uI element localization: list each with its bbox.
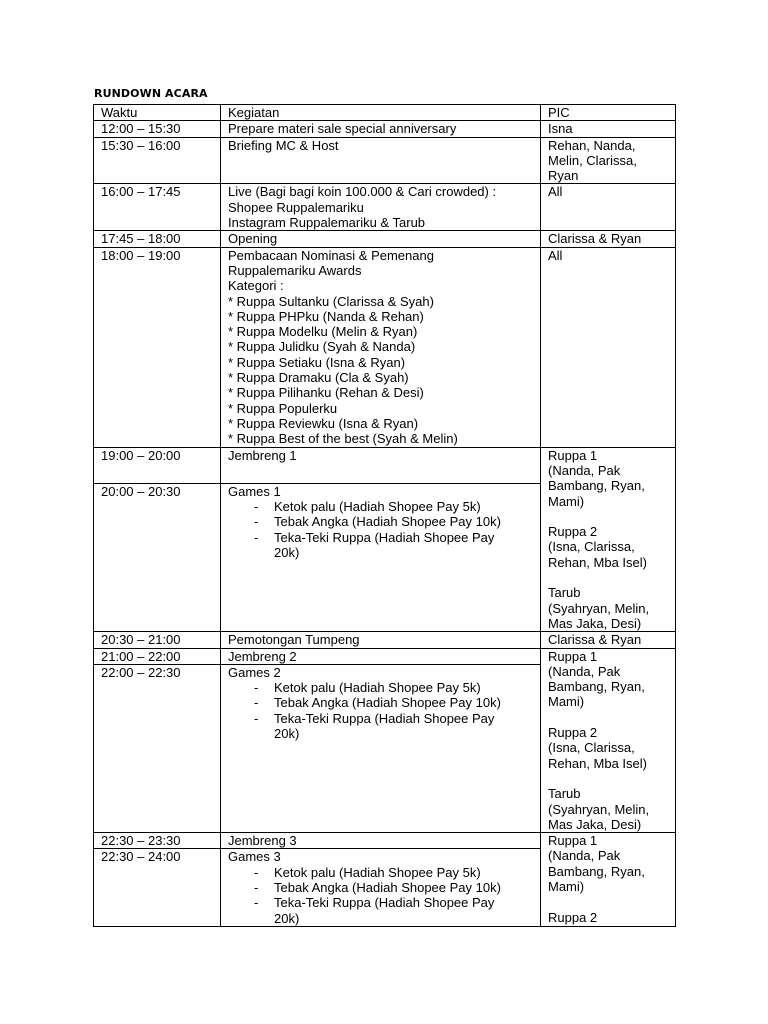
pic-line: Tarub xyxy=(548,585,581,601)
pic-spacer xyxy=(548,570,669,585)
time-cell: 16:00 – 17:45 xyxy=(94,184,221,231)
list-item: - Tebak Angka (Hadiah Shopee Pay 10k) xyxy=(254,880,534,895)
pic-line: Tarub xyxy=(548,786,581,802)
activity-cell: Opening xyxy=(221,231,541,247)
activity-cell: Pemotongan Tumpeng xyxy=(221,632,541,648)
time-cell: 15:30 – 16:00 xyxy=(94,137,221,184)
list-item: - Teka-Teki Ruppa (Hadiah Shopee Pay 20k) xyxy=(254,711,534,742)
category-item: * Ruppa Reviewku (Isna & Ryan) xyxy=(228,415,419,431)
activity-cell xyxy=(221,849,541,926)
pic-line: (Nanda, Pak xyxy=(548,663,621,679)
category-item: * Ruppa Modelku (Melin & Ryan) xyxy=(228,324,418,340)
pic-line: Ruppa 1 xyxy=(548,833,598,849)
pic-cell-group xyxy=(541,648,676,833)
time-cell: 21:00 – 22:00 xyxy=(94,648,221,664)
list-item: - Ketok palu (Hadiah Shopee Pay 5k) xyxy=(254,865,534,880)
table-row xyxy=(94,447,676,483)
pic-line: Bambang, Ryan, xyxy=(548,478,645,494)
activity-cell xyxy=(221,247,541,447)
pic-cell: Clarissa & Ryan xyxy=(541,632,676,648)
header-kegiatan: Kegiatan xyxy=(221,105,541,121)
activity-cell xyxy=(221,483,541,631)
table-header-row xyxy=(94,105,676,121)
activity-cell: Prepare materi sale special anniversary xyxy=(221,121,541,137)
table-row xyxy=(94,632,676,648)
list-item: - Tebak Angka (Hadiah Shopee Pay 10k) xyxy=(254,514,534,529)
time-cell: 22:00 – 22:30 xyxy=(94,664,221,832)
pic-line: Ruppa 2 xyxy=(548,725,598,741)
pic-line: Ruppa 2 xyxy=(548,909,598,925)
time-cell: 20:00 – 20:30 xyxy=(94,483,221,631)
pic-line: Ruppa 1 xyxy=(548,648,598,664)
activity-cell xyxy=(221,664,541,832)
activity-line: Ruppalemariku Awards xyxy=(228,262,362,278)
category-item: * Ruppa Populerku xyxy=(228,400,338,416)
time-cell: 18:00 – 19:00 xyxy=(94,247,221,447)
header-pic: PIC xyxy=(541,105,676,121)
pic-line: Bambang, Ryan, xyxy=(548,863,645,879)
activity-cell xyxy=(221,184,541,231)
time-cell: 22:30 – 23:30 xyxy=(94,833,221,849)
pic-cell: All xyxy=(541,184,676,231)
table-row xyxy=(94,121,676,137)
pic-line: Mami) xyxy=(548,694,585,710)
activity-line: Instagram Ruppalemariku & Tarub xyxy=(228,215,426,231)
category-item: * Ruppa Best of the best (Syah & Melin) xyxy=(228,431,458,447)
time-cell: 20:30 – 21:00 xyxy=(94,632,221,648)
activity-cell: Jembreng 2 xyxy=(221,648,541,664)
pic-line: Ruppa 2 xyxy=(548,524,598,540)
table-row xyxy=(94,648,676,664)
header-waktu: Waktu xyxy=(94,105,221,121)
pic-line: Melin, Clarissa, xyxy=(548,152,637,168)
pic-line: (Isna, Clarissa, xyxy=(548,539,635,555)
category-item: * Ruppa PHPku (Nanda & Rehan) xyxy=(228,308,424,324)
pic-line: Bambang, Ryan, xyxy=(548,679,645,695)
pic-line: (Nanda, Pak xyxy=(548,848,621,864)
pic-line: (Nanda, Pak xyxy=(548,462,621,478)
list-item: - Ketok palu (Hadiah Shopee Pay 5k) xyxy=(254,680,534,695)
activity-line: Shopee Ruppalemariku xyxy=(228,199,364,215)
table-row xyxy=(94,247,676,447)
category-item: * Ruppa Julidku (Syah & Nanda) xyxy=(228,339,416,355)
category-item: * Ruppa Pilihanku (Rehan & Desi) xyxy=(228,385,424,401)
games-list xyxy=(228,680,534,741)
list-item: - Teka-Teki Ruppa (Hadiah Shopee Pay 20k) xyxy=(254,530,534,561)
games-list xyxy=(228,499,534,560)
pic-line: Rehan, Mba Isel) xyxy=(548,755,647,771)
pic-cell-group xyxy=(541,833,676,927)
table-row xyxy=(94,184,676,231)
pic-line: Mas Jaka, Desi) xyxy=(548,615,642,631)
pic-line: Mas Jaka, Desi) xyxy=(548,816,642,832)
pic-line: Rehan, Nanda, xyxy=(548,137,636,153)
time-cell: 19:00 – 20:00 xyxy=(94,447,221,483)
pic-cell: Isna xyxy=(541,121,676,137)
time-cell: 12:00 – 15:30 xyxy=(94,121,221,137)
pic-cell: All xyxy=(541,247,676,447)
list-item: - Tebak Angka (Hadiah Shopee Pay 10k) xyxy=(254,695,534,710)
pic-line: Ruppa 1 xyxy=(548,447,598,463)
pic-line: (Isna, Clarissa, xyxy=(548,740,635,756)
pic-line: (Syahryan, Melin, xyxy=(548,801,650,817)
activity-title: Games 1 xyxy=(228,483,281,499)
pic-cell-group xyxy=(541,447,676,632)
activity-cell: Briefing MC & Host xyxy=(221,137,541,184)
pic-line: (Syahryan, Melin, xyxy=(548,600,650,616)
time-cell: 22:30 – 24:00 xyxy=(94,849,221,926)
list-item: - Teka-Teki Ruppa (Hadiah Shopee Pay 20k) xyxy=(254,895,534,926)
pic-cell: Clarissa & Ryan xyxy=(541,231,676,247)
table-row xyxy=(94,833,676,849)
list-item: - Ketok palu (Hadiah Shopee Pay 5k) xyxy=(254,499,534,514)
category-item: * Ruppa Setiaku (Isna & Ryan) xyxy=(228,354,406,370)
pic-spacer xyxy=(548,771,669,786)
document-title: RUNDOWN ACARA xyxy=(94,87,208,100)
activity-line: Pembacaan Nominasi & Pemenang xyxy=(228,247,434,263)
pic-spacer xyxy=(548,710,669,725)
pic-line: Mami) xyxy=(548,878,585,894)
table-row xyxy=(94,137,676,184)
activity-title: Games 2 xyxy=(228,664,281,680)
activity-cell: Jembreng 3 xyxy=(221,833,541,849)
category-item: * Ruppa Dramaku (Cla & Syah) xyxy=(228,370,409,386)
pic-line: Rehan, Mba Isel) xyxy=(548,554,647,570)
games-list xyxy=(228,865,534,926)
activity-line: Live (Bagi bagi koin 100.000 & Cari crowded) : xyxy=(228,184,497,200)
activity-line: Kategori : xyxy=(228,278,284,294)
pic-spacer xyxy=(548,509,669,524)
pic-line: Ryan xyxy=(548,168,579,184)
table-row xyxy=(94,231,676,247)
time-cell: 17:45 – 18:00 xyxy=(94,231,221,247)
pic-spacer xyxy=(548,894,669,909)
activity-cell: Jembreng 1 xyxy=(221,447,541,483)
rundown-table xyxy=(93,104,676,927)
pic-line: Mami) xyxy=(548,493,585,509)
pic-cell xyxy=(541,137,676,184)
category-item: * Ruppa Sultanku (Clarissa & Syah) xyxy=(228,293,434,309)
activity-title: Games 3 xyxy=(228,849,281,865)
